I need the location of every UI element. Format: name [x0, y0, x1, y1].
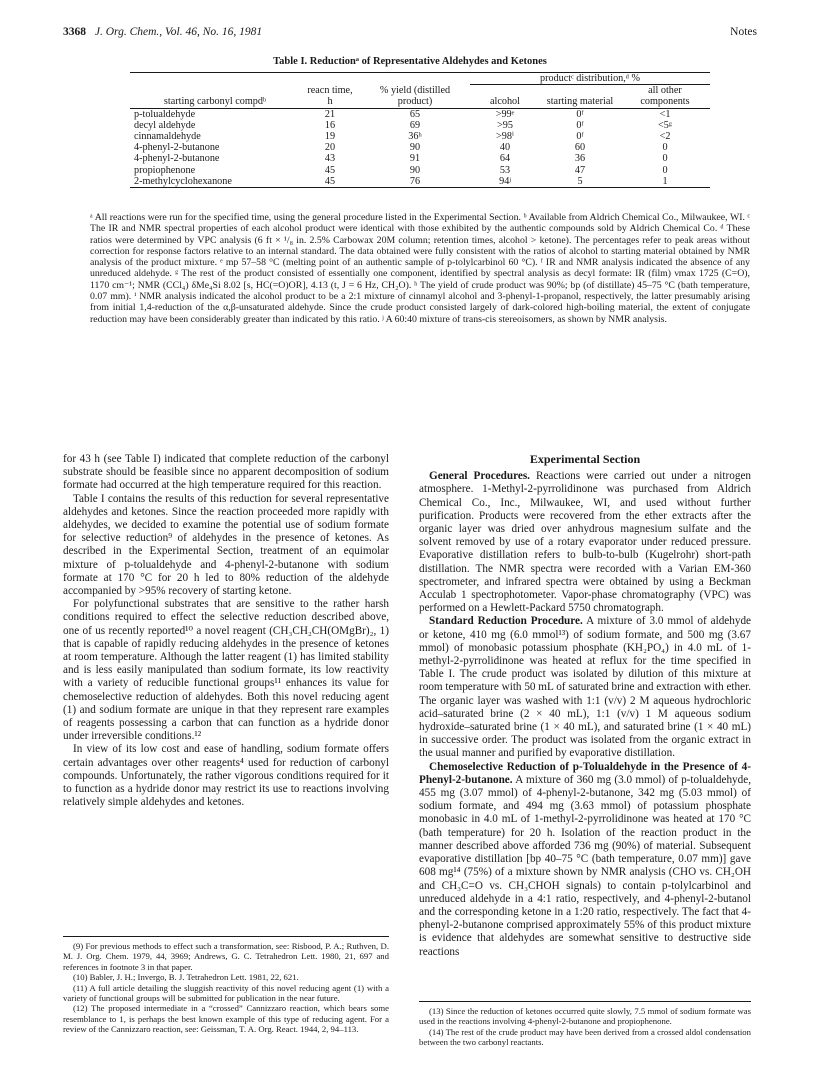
paragraph: For polyfunctional substrates that are sensitive to the rather harsh conditions required to effect the selective reduction described above, one of us recently reported¹⁰ a novel reagent (CH₃CH₂CH(OMgBr)₂, 1) that is capable of rapidly reducing aldehydes in the presence of ketones at room temperature. Although the latter reagent (1) has limited stability and is less easily manipulated than sodium formate, its low reactivity with a variety of reducible functional groups¹¹ enhances its value for chemoselective reduction of aldehydes. Both this novel reducing agent (1) and sodium formate are unique in that they represent rare examples of reagents possessing a carbon that can function as a hydride donor under irreversible conditions.¹²: [63, 598, 389, 743]
table-cell-alcohol: 94ʲ: [470, 176, 540, 188]
right-column: [419, 453, 751, 959]
paragraph-text: Reactions were carried out under a nitrogen atmosphere. 1-Methyl-2-pyrrolidinone was purchased from Aldrich Chemical Co., Inc., Milwaukee, WI, and used without further purification. Products were recovered from the ether extracts after the organic layer was dried over anhydrous magnesium sulfate and the solvent removed by use of a rotary evaporator under reduced pressure. Evaporative distillation refers to bulb-to-bulb (Kugelrohr) short-path distillation. The NMR spectra were recorded with a Varian EM-360 spectrometer, and infrared spectra were obtained by using a Beckman Acculab 1 spectrophotometer. Vapor-phase chromatography (VPC) was performed on a Hewlett-Packard 5750 chromatograph.: [419, 470, 751, 615]
table-cell-start: 36: [574, 153, 586, 165]
left-column: [63, 453, 389, 809]
table-cell-compd: 2-methylcyclohexanone: [130, 176, 300, 188]
paragraph-text: A mixture of 3.0 mmol of aldehyde or ketone, 410 mg (6.0 mmol¹³) of sodium formate, and 500 mg (3.67 mmol) of monobasic potassium phosphate (KH₂PO₄) in 4.0 mL of 1-methyl-2-pyrrolidinone was heated at reflux for the time specified in Table I. The crude product was isolated by dilution of this mixture at room temperature with 50 mL of saturated brine and extraction with ether. The organic layer was washed with 1:1 (v/v) 2 M aqueous hydrochloric acid–saturated brine (2 × 40 mL), 1:1 (v/v) 1 M aqueous sodium hydroxide–saturated brine (1 × 40 mL), and saturated brine (1 × 40 mL) in successive order. The product was isolated from the organic extract in the usual manner and purified by evaporative distillation.: [419, 615, 752, 760]
table-group-header: productᶜ distribution,ᵈ %: [470, 73, 710, 85]
table-cell-other: 0: [662, 142, 668, 154]
table-cell-time: 45: [300, 176, 360, 188]
table-cell-other: 0: [662, 153, 668, 165]
table-row: [130, 142, 710, 153]
paragraph: for 43 h (see Table I) indicated that complete reduction of the carbonyl substrate should be feasible since no apparent decomposition of sodium formate had occurred at the high temperature required for this reaction.: [63, 453, 389, 492]
table-cell-start: 5: [540, 176, 620, 188]
table-cell-other: <5ᵍ: [658, 119, 672, 131]
table-cell-yield: 90: [409, 164, 421, 176]
column-header: all other components: [620, 85, 710, 108]
journal-citation: J. Org. Chem., Vol. 46, No. 16, 1981: [94, 26, 263, 38]
table-cell-time: 16: [324, 119, 336, 131]
table-cell-yield: 36ʰ: [408, 131, 422, 143]
table-cell-alcohol: 64: [499, 153, 511, 165]
paragraph: Table I contains the results of this reduction for several representative aldehydes and ketones. Since the reaction proceeded more rapidly with aldehydes, we decided to examine the potential use of sodium formate for selective reduction⁹ of aldehydes in the presence of ketones. As described in the Experimental Section, treatment of an equimolar mixture of p-tolualdehyde and 4-phenyl-2-butanone with sodium formate at 170 °C for 20 h led to 80% reduction of the aldehyde accompanied by >95% recovery of starting ketone.: [63, 492, 389, 598]
column-header: starting carbonyl compdᵇ: [130, 85, 300, 108]
table-title: Table I. Reductionᵃ of Representative Aldehydes and Ketones: [273, 56, 547, 67]
run-in-heading: Standard Reduction Procedure.: [429, 615, 583, 628]
table-cell-yield: 90: [409, 142, 421, 154]
table-cell-yield: 69: [409, 119, 421, 131]
footnote: (14) The rest of the crude product may have been derived from a crossed aldol condensation between the two carbonyl reactants.: [419, 1026, 751, 1048]
paragraph: [419, 470, 751, 615]
table-cell-start: 0ᶠ: [576, 108, 584, 120]
table-cell-time: 45: [324, 164, 336, 176]
table-cell-compd: p-tolualdehyde: [134, 108, 196, 120]
table-row: [130, 120, 710, 131]
table-cell-start: 47: [574, 164, 586, 176]
table-cell-other: 0: [662, 164, 668, 176]
table-cell-alcohol: >99ᵉ: [495, 108, 515, 120]
footnote: (13) Since the reduction of ketones occurred quite slowly, 7.5 mmol of sodium formate was used in the reactions involving 4-phenyl-2-butanone and propiophenone.: [419, 1006, 751, 1027]
column-header: reacn time, h: [300, 85, 360, 108]
table-cell-time: 21: [324, 108, 336, 120]
table-cell-time: 43: [324, 153, 336, 165]
table-footnotes: ᵃ All reactions were run for the specified time, using the general procedure listed in the Experimental Section. ᵇ Available from Aldrich Chemical Co., Milwaukee, WI. ᶜ The IR and NMR spectral properties of each alcohol product were identical with those exhibited by the authentic compounds sold by Aldrich Chemical Co. ᵈ These ratios were determined by VPC analysis (6 ft × ¹/₈ in. 2.5% Carbowax 20M column; retention times, alcohol > ketone). The percentages refer to peak areas without correction for response factors relative to an internal standard. The data obtained were fully consistent with the ratios of alcohol to starting material obtained by NMR analysis of the product mixture. ᵉ mp 57–58 °C (melting point of an authentic sample of p-tolylcarbinol 60 °C). ᶠ IR and NMR analysis indicated the absence of any unreduced aldehyde. ᵍ The rest of the product consisted of essentially one component, identified by spectral analysis as decyl formate: IR (film) νmax 1725 (C=O), 1170 cm⁻¹; NMR (CCl₄) δMe₄Si 8.02 [s, HC(=O)OR], 4.13 (t, J = 6 Hz, CH₂O). ʰ The yield of crude product was 90%; bp (of distillate) 45–75 °C (bath temperature, 0.07 mm). ⁱ NMR analysis indicated the alcohol product to be a 2:1 mixture of cinnamyl alcohol and 3-phenyl-1-propanol, respectively, the latter presumably arising from initial 1,4-reduction of the α,β-unsaturated aldehyde. Since the crude product consisted largely of dark-colored high-boiling material, the extent of conjugate reduction may have been considerably greater than indicated by this ratio. ʲ A 60:40 mixture of trans-cis stereoisomers, as shown by NMR analysis.: [90, 212, 750, 325]
table-cell-other: 1: [620, 176, 710, 188]
table-cell-yield: 76: [360, 176, 470, 188]
footnotes-left: [63, 936, 389, 1035]
table-cell-alcohol: >95: [497, 119, 513, 131]
page-number: 3368: [63, 26, 86, 38]
column-header: % yield (distilled product): [360, 85, 470, 108]
table-cell-yield: 65: [409, 108, 421, 120]
table-cell-time: 19: [324, 131, 336, 143]
table-cell-other: <1: [659, 108, 671, 120]
table-cell-compd: propiophenone: [134, 164, 196, 176]
table-cell-compd: cinnamaldehyde: [134, 131, 201, 143]
results-table: [130, 72, 710, 188]
column-header: starting material: [540, 85, 620, 108]
page-header: [63, 26, 757, 42]
footnote: (11) A full article detailing the sluggish reactivity of this novel reducing agent (1) with a variety of functional groups will be submitted for publication in the near future.: [63, 982, 389, 1004]
table-cell-other: <2: [659, 131, 671, 143]
table-cell-alcohol: 40: [499, 142, 511, 154]
run-in-heading: Chemoselective Reduction of p-Tolualdehyde in the Presence of 4-Phenyl-2-butanone.: [419, 760, 751, 786]
table-cell-start: 60: [574, 142, 586, 154]
section-title: Experimental Section: [529, 452, 641, 466]
footnotes-right: [419, 1001, 751, 1048]
table-cell-start: 0ᶠ: [576, 119, 584, 131]
paragraph: [419, 761, 751, 959]
footnote: (12) The proposed intermediate in a “crossed” Cannizzaro reaction, which bears some resemblance to 1, is perhaps the best known example of this type of reducing agent. For a review of the Cannizzaro reaction, see: Geissman, T. A. Org. React. 1944, 2, 94–113.: [63, 1003, 389, 1035]
table-row: [130, 108, 710, 120]
footnote: (9) For previous methods to effect such a transformation, see: Risbood, P. A.; Ruthven, D. M. J. Org. Chem. 1979, 44, 3969; Andrews, G. C. Tetrahedron Lett. 1980, 21, 697 and references in footnote 3 in that paper.: [63, 941, 389, 972]
table-cell-compd: decyl aldehyde: [134, 119, 196, 131]
table-row: [130, 165, 710, 176]
table-cell-yield: 91: [409, 153, 421, 165]
paragraph-text: A mixture of 360 mg (3.0 mmol) of p-tolualdehyde, 455 mg (3.07 mmol) of 4-phenyl-2-butanone, 342 mg (5.03 mmol) of sodium formate, and 494 mg (3.63 mmol) of potassium phosphate monobasic in 4.0 mL of 1-methyl-2-pyrrolidinone was heated at 170 °C (bath temperature) for 20 h. Isolation of the reaction product in the manner described above afforded 736 mg (90%) of material. Subsequent evaporative distillation [bp 40–75 °C (bath temperature, 0.07 mm)] gave 608 mg¹⁴ (75%) of a mixture shown by NMR analysis (CHO vs. CH₂OH and CH₃C=O vs. CH₃CHOH signals) to contain p-tolylcarbinol and unreduced aldehyde in a 4:1 ratio, respectively, and 4-phenyl-2-butanol and the corresponding ketone in a 1:20 ratio, respectively. The fact that 4-phenyl-2-butanone comprised approximately 55% of this product mixture is evidence that aldehydes are somewhat sensitive to destructive side reactions: [419, 773, 751, 958]
table-cell-time: 20: [324, 142, 336, 154]
table-cell-start: 0ᶠ: [576, 131, 584, 143]
column-header: alcohol: [470, 85, 540, 108]
table-cell-compd: 4-phenyl-2-butanone: [134, 142, 220, 154]
paragraph: [419, 615, 751, 760]
table-row: [130, 176, 710, 188]
run-in-heading: General Procedures.: [429, 470, 530, 483]
table-cell-alcohol: >98ⁱ: [496, 131, 514, 143]
table-row: [130, 153, 710, 164]
paragraph: In view of its low cost and ease of handling, sodium formate offers certain advantages over other reagents⁴ used for reduction of carbonyl compounds. Unfortunately, the rather vigorous conditions required for it to function as a hydride donor may restrict its use to reactions involving relatively simple aldehydes and ketones.: [63, 743, 389, 809]
section-label: Notes: [730, 26, 757, 38]
table-cell-alcohol: 53: [499, 164, 511, 176]
footnote: (10) Babler, J. H.; Invergo, B. J. Tetrahedron Lett. 1981, 22, 621.: [73, 972, 299, 983]
table-row: [130, 131, 710, 142]
table-cell-compd: 4-phenyl-2-butanone: [134, 153, 220, 165]
